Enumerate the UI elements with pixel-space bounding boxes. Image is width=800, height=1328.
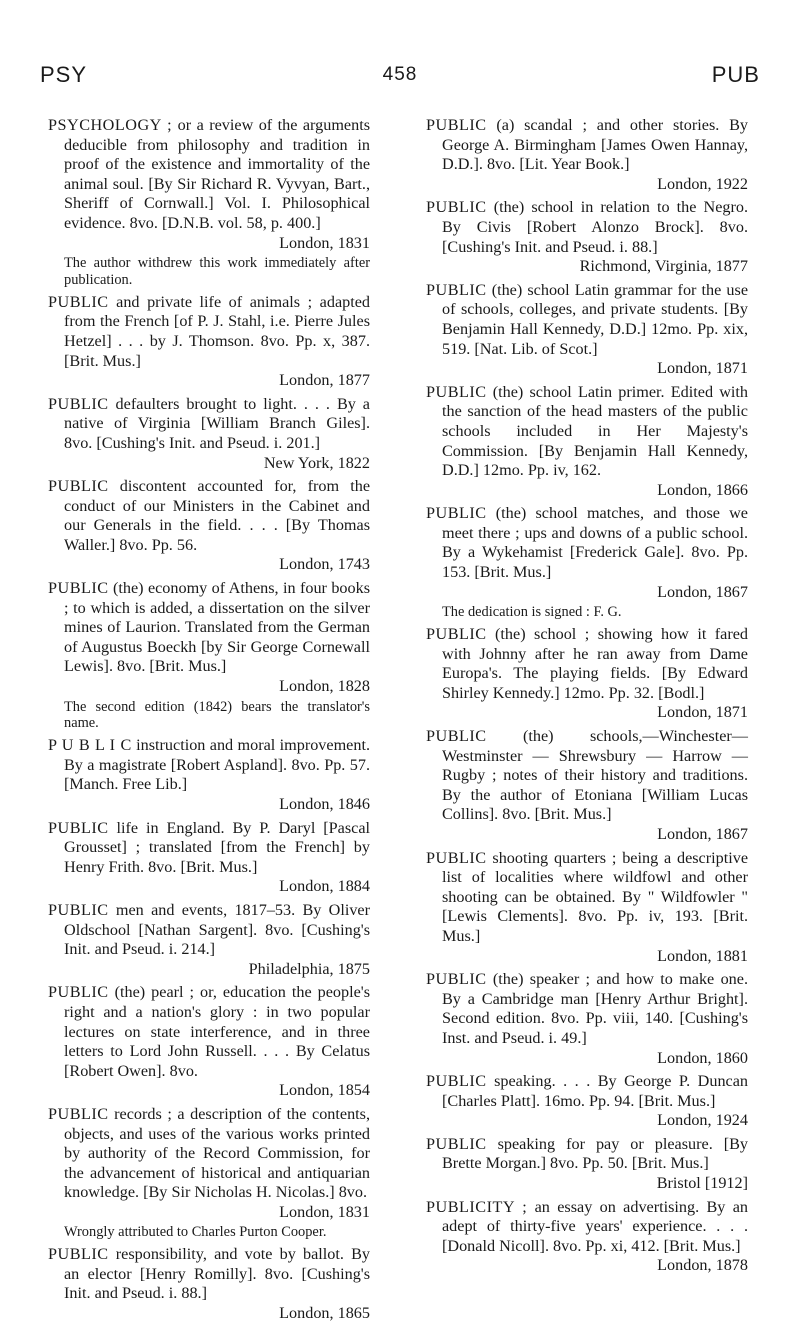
entry-description: an essay on advertising. By an adept of thirty-five years' experience. . . . [Donald Nicoll]. 8vo. Pp. xi, 412. <box>442 1197 749 1255</box>
entry-headword: PUBLIC <box>48 579 109 598</box>
entry-description: (a) scandal ; and other stories. By George A. Birmingham [James Owen Hannay, D.D.]. 8vo. <box>442 116 748 174</box>
entry-headword: PUBLICITY ; <box>426 1197 528 1216</box>
entry-imprint: London, 1867 <box>657 824 748 843</box>
entry-imprint: Bristol [1912] <box>656 1174 748 1193</box>
entry-description: discontent accounted for, from the conduct of our Ministers in the Cabinet and our Generals in the field. . . . [By Thomas Waller.] 8vo. Pp. 56. <box>64 477 370 554</box>
entry-imprint: London, 1877 <box>279 371 370 390</box>
page-number: 458 <box>382 64 418 85</box>
entry-description: (the) school in relation to the Negro. By Civis [Robert Alonzo Brock]. 8vo. <box>442 198 749 236</box>
entry-reference: [Brit. Mus.] <box>534 805 612 824</box>
entry-imprint: London, 1865 <box>279 1304 370 1323</box>
header-left-guideword: PSY <box>40 62 88 87</box>
entry-imprint: London, 1743 <box>279 555 370 574</box>
entry-description: instruction and moral improvement. By a magistrate [Robert Aspland]. 8vo. Pp. 57. <box>64 736 370 774</box>
entry-reference: [Cushing's Init. and Pseud. i. 201.] <box>96 433 321 452</box>
bibliography-entry <box>426 1135 748 1194</box>
entry-description: (the) school Latin grammar for the use of schools, colleges, and private students. [By Benjamin Hall Kennedy, D.D.] 12mo. Pp. xix, 519. <box>442 280 749 358</box>
entry-description: (the) speaker ; and how to make one. By a Cambridge man [Henry Arthur Bright]. Second edition. 8vo. Pp. viii, 140. <box>442 970 748 1028</box>
entry-reference: [Brit. Mus.] <box>442 907 749 945</box>
bibliography-entry <box>426 116 748 194</box>
entry-description: speaking. . . . By George P. Duncan [Charles Platt]. 16mo. Pp. 94. <box>442 1072 748 1110</box>
bibliography-entry <box>48 1245 370 1323</box>
entry-imprint: London, 1881 <box>657 946 748 965</box>
entry-reference: [Cushing's Init. and Pseud. i. 88.] <box>442 237 658 256</box>
entry-description: defaulters brought to light. . . . By a native of Virginia [William Branch Giles]. 8vo. <box>64 394 370 452</box>
entry-imprint: Richmond, Virginia, 1877 <box>579 257 748 276</box>
entry-headword: PUBLIC <box>426 198 487 217</box>
entry-description: or a review of the arguments deducible from philosophy and tradition in proof of the existence and immortality of the animal soul. [By Sir Richard R. Vyvyan, Bart., Sheriff of Cornwall.] Vol. I. Philosophical evidence. 8vo. <box>64 116 371 232</box>
entry-note: The second edition (1842) bears the translator's name. <box>64 698 370 732</box>
entry-imprint: London, 1860 <box>657 1048 748 1067</box>
bibliography-entry <box>426 383 748 501</box>
entry-note: The dedication is signed : F. G. <box>442 604 622 621</box>
bibliography-entry <box>48 395 370 473</box>
entry-headword: PUBLIC <box>426 280 487 299</box>
entry-headword: PUBLIC <box>48 1104 109 1123</box>
entry-reference: [Brit. Mus.] <box>663 1236 741 1255</box>
bibliography-entry <box>48 983 370 1101</box>
entry-imprint: London, 1846 <box>279 795 370 813</box>
entry-headword: PUBLIC <box>48 477 109 496</box>
entry-headword: PUBLIC <box>426 382 487 401</box>
entry-description: and private life of animals ; adapted from the French [of P. J. Stahl, i.e. Pierre Jules Hetzel] . . . by J. Thomson. 8vo. Pp. x, 387. <box>64 292 370 350</box>
entry-reference: [Brit. Mus.] <box>474 563 552 582</box>
entry-imprint: London, 1871 <box>657 359 748 378</box>
bibliography-entry <box>48 579 370 697</box>
entry-reference: [D.N.B. vol. 58, p. 400.] <box>162 213 321 232</box>
entry-reference: [Brit. Mus.] <box>180 857 258 876</box>
entry-description: men and events, 1817–53. By Oliver Oldschool [Nathan Sargent]. 8vo. <box>64 900 371 939</box>
entry-headword: PUBLIC <box>48 292 109 311</box>
left-column <box>48 116 370 1328</box>
bibliography-entry <box>426 625 748 723</box>
entry-reference: [Brit. Mus.] <box>64 351 141 370</box>
entry-description: life in England. By P. Daryl [Pascal Grousset] ; translated [from the French] by Henry Frith. 8vo. <box>64 818 370 876</box>
entry-reference: [Bodl.] <box>658 683 705 702</box>
entry-headword: PUBLIC <box>426 727 487 746</box>
entry-reference: [Cushing's Init. and Pseud. i. 88.] <box>64 1264 371 1303</box>
entry-description: (the) economy of Athens, in four books ; to which is added, a dissertation on the silver mines of Laurion. Translated from the German of Augustus Boeckh [by Sir George Cornewall Lewis]. 8vo. <box>64 579 371 676</box>
entry-imprint: London, 1924 <box>657 1111 748 1130</box>
entry-headword: PUBLIC <box>48 1245 109 1264</box>
entry-description: (the) pearl ; or, education the people's right and a nation's glory : in two popular lectures on state interference, and in three letters to Lord John Russell. . . . By Celatus [Robert Owen]. 8vo. <box>64 983 371 1080</box>
entry-reference: [Cushing's Inst. and Pseud. i. 49.] <box>442 1009 749 1047</box>
entry-reference: [Nat. Lib. of Scot.] <box>474 339 598 358</box>
bibliography-entry <box>426 281 748 379</box>
entry-headword: PUBLIC <box>48 394 109 413</box>
bibliography-entry <box>426 970 748 1068</box>
entry-headword: PUBLIC <box>426 848 487 867</box>
bibliography-entry <box>48 116 370 253</box>
entry-reference: [Lit. Year Book.] <box>519 155 630 174</box>
entry-reference: [Brit. Mus.] <box>149 657 227 676</box>
entry-description: records ; a description of the contents, objects, and uses of the various works printed by authority of the Record Commission, for the advancement of historical and antiquarian knowledge. [By Sir Nicholas H. Nicolas.] 8vo. <box>64 1104 371 1202</box>
entry-description: (the) school matches, and those we meet there ; ups and downs of a public school. By a Wykehamist [Frederick Gale]. 8vo. Pp. 153. <box>442 504 748 582</box>
bibliography-entry <box>426 1198 748 1276</box>
entry-headword: PUBLIC <box>426 1134 487 1153</box>
bibliography-entry <box>426 1072 748 1131</box>
entry-imprint: London, 1866 <box>657 480 748 499</box>
bibliography-entry <box>48 293 370 391</box>
entry-note: Wrongly attributed to Charles Purton Cooper. <box>64 1224 327 1241</box>
running-header <box>40 62 760 92</box>
entry-headword: PUBLIC <box>48 983 109 1002</box>
right-column <box>426 116 748 1280</box>
entry-imprint: London, 1884 <box>279 877 370 896</box>
entry-headword: PUBLIC <box>426 970 487 989</box>
entry-imprint: London, 1878 <box>657 1256 748 1275</box>
entry-reference: [Manch. Free Lib.] <box>64 775 188 794</box>
bibliography-entry <box>426 849 748 967</box>
bibliography-entry <box>48 1105 370 1223</box>
entry-reference: [Cushing's Init. and Pseud. i. 214.] <box>64 920 370 959</box>
bibliography-entry <box>426 727 748 845</box>
bibliography-entry <box>48 477 370 575</box>
entry-imprint: London, 1871 <box>657 703 748 722</box>
entry-imprint: London, 1831 <box>279 233 370 252</box>
entry-description: (the) school Latin primer. Edited with the sanction of the head masters of the public schools included in Her Majesty's Commission. [By Benjamin Hall Kennedy, D.D.] 12mo. Pp. iv, 162. <box>442 382 748 480</box>
entry-description: shooting quarters ; being a descriptive list of localities where wildfowl and other shooting can be obtained. By " Wildfowler " [Lewis Clements]. 8vo. Pp. iv, 193. <box>442 848 749 926</box>
entry-headword: PUBLIC <box>426 625 487 644</box>
bibliography-entry <box>48 736 370 814</box>
entry-imprint: London, 1854 <box>279 1081 370 1100</box>
entry-imprint: London, 1831 <box>279 1202 370 1221</box>
entry-description: (the) school ; showing how it fared with Johnny after he ran away from Dame Europa's. The playing fields. [By Edward Shirley Kennedy.] 12mo. Pp. 32. <box>442 625 749 702</box>
bibliography-entry <box>48 819 370 897</box>
entry-headword: PUBLIC <box>48 900 109 919</box>
entry-imprint: London, 1922 <box>657 174 748 193</box>
entry-reference: [Brit. Mus.] <box>638 1091 716 1110</box>
entry-reference: [Brit. Mus.] <box>631 1154 709 1173</box>
bibliography-entry <box>426 198 748 276</box>
entry-description: responsibility, and vote by ballot. By an elector [Henry Romilly]. 8vo. <box>64 1245 371 1283</box>
bibliography-entry <box>426 504 748 602</box>
entry-description: speaking for pay or pleasure. [By Brette Morgan.] 8vo. Pp. 50. <box>442 1134 749 1173</box>
entry-headword: PUBLIC <box>426 116 487 134</box>
entry-imprint: London, 1867 <box>657 582 748 601</box>
entry-headword: PUBLIC <box>426 1072 487 1091</box>
entry-headword: PUBLIC <box>48 818 109 837</box>
bibliography-entry <box>48 901 370 979</box>
entry-description: (the) schools,—Winchester— Westminster — Shrewsbury — Harrow —Rugby ; notes of their history and traditions. By the author of Etoniana [William Lucas Collins]. 8vo. <box>442 727 748 824</box>
entry-headword: PSYCHOLOGY ; <box>48 116 173 134</box>
entry-headword: P U B L I C <box>48 736 132 755</box>
entry-imprint: New York, 1822 <box>263 453 370 472</box>
entry-headword: PUBLIC <box>426 504 487 523</box>
entry-imprint: London, 1828 <box>279 677 370 696</box>
entry-note: The author withdrew this work immediately after publication. <box>64 255 370 288</box>
entry-imprint: Philadelphia, 1875 <box>248 959 370 978</box>
header-right-guideword: PUB <box>711 62 760 87</box>
